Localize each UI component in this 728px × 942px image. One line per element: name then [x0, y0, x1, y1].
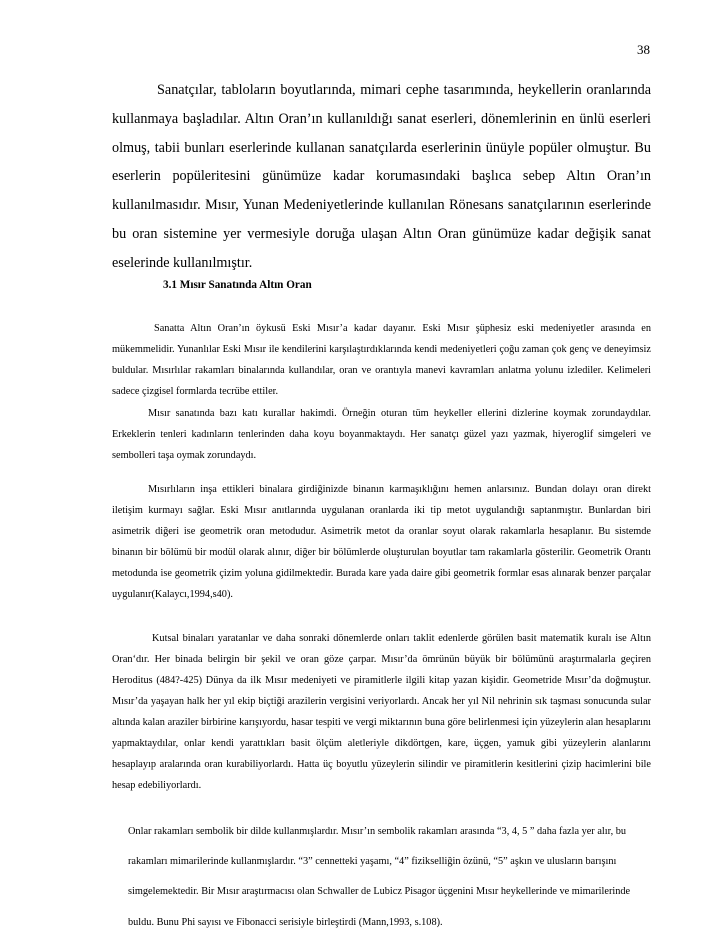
page-number: 38 [637, 42, 650, 57]
paragraph-symbolic-numbers: Onlar rakamları sembolik bir dilde kullanmışlardır. Mısır’ın sembolik rakamları arasında “3, 4, 5 ” daha fazla yer alır, bu rakamları mimarilerinde kullanmışlardır. “3” cennetteki yaşamı, “4” fizikselliğin özünü, “5” aşkın ve ulusların barışını simgelemektedir. Bir Mısır araştırmacısı olan Schwaller de Lubicz Pisagor üçgenini Mısır heykellerinde ve mimarilerinde buldu. Bunu Phi sayısı ve Fibonacci serisiyle birleştirdi (Mann,1993, s.108). [128, 826, 631, 928]
intro-paragraph: Sanatçılar, tabloların boyutlarında, mimari cephe tasarımında, heykellerin oranlarında kullanmaya başladılar. Altın Oran’ın kullanıldığı sanat eserleri, dönemlerinin en ünlü eserleri olmuş, tabii bunları eserlerinde kullanan sanatçılarda eserlerinin ünüyle popüler olmuştur. Bu eserlerin popüleritesini günümüze kadar korumasındaki başlıca sebep Altın Oran’ın kullanılmasıdır. Mısır, Yunan Medeniyetlerinde kullanılan Rönesans sanatçılarının eserlerinde bu oran sistemine yer vermesiyle doruğa ulaşan Altın Oran günümüze kadar değişik sanat eselerinde kullanılmıştır. [112, 82, 651, 271]
paragraph-golden-ratio: Kutsal binaları yaratanlar ve daha sonraki dönemlerde onları taklit edenlerde görülen basit matematik kuralı ise Altın Oran‘dır. Her binada belirgin bir şekil ve oran göze çarpar. Mısır’da ömrünün büyük bir bölümünü araştırmalarla geçiren Heroditus (484?-425) Dünya da ilk Mısır medeniyeti ve piramitlerle ilgili kitap yazan kişidir. Geometride Mısır’da doğmuştur. Mısır’da yaşayan halk her yıl ekip biçtiği arazilerin vergisini veriyorlardı. Ancak her yıl Nil nehrinin sık taşması sonucunda sular altında kalan araziler birbirine karışıyordu, hasar tespiti ve vergi miktarının buna göre belirlenmesi için yüzeylerin alan hesaplarını yapmaktaydılar, onlar kendi yarattıkları basit ölçüm aletleriyle dikdörtgen, kare, üçgen, yamuk gibi yüzeylerin alanlarını hesaplayıp aralarında oran kurabiliyorlardı. Hatta üç boyutlu yüzeylerin silindir ve piramitlerin kesitlerini çizip hacimlerini bile hesap edebiliyorlardı. [112, 633, 651, 791]
paragraph-methods: Mısırlıların inşa ettikleri binalara girdiğinizde binanın karmaşıklığını hemen anlarsınız. Bundan dolayı oran direkt iletişim kurmayı sağlar. Eski Mısır anıtlarında uygulanan oranlarda iki tip metot uygulandığı saptanmıştır. Bunlardan biri asimetrik diğeri ise geometrik oran metodudur. Asimetrik metot da oranlar soyut olarak rakamlarla hesaplanır. Bu sistemde binanın bir bölümü bir modül olarak alınır, diğer bir bölümlerde oluşturulan boyutlar tam rakamlarla gösterilir. Geometrik Orantı metodunda ise geometrik çizim yoluna gidilmektedir. Burada kare yada daire gibi geometrik formlar esas alınarak benzer parçalar uygulanır(Kalaycı,1994,s40). [112, 484, 651, 600]
section-heading: 3.1 Mısır Sanatında Altın Oran [163, 279, 312, 291]
paragraph-rules: Mısır sanatında bazı katı kurallar hakimdi. Örneğin oturan tüm heykeller ellerini dizlerine koymak zorundaydılar. Erkeklerin tenleri kadınların tenlerinden daha koyu boyanmaktaydı. Her sanatçı güzel yazı yazmak, hiyeroglif simgeleri ve sembolleri taşa oymak zorundaydı. [112, 408, 651, 461]
paragraph-origin: Sanatta Altın Oran’ın öykusü Eski Mısır’a kadar dayanır. Eski Mısır şüphesiz eski medeniyetler arasında en mükemmelidir. Yunanlılar Eski Mısır ile kendilerini karşılaştırdıklarında kendi medeniyetleri çoğu zaman çok genç ve deneyimsiz buldular. Mısırlılar rakamları binalarında kullandılar, oran ve orantıyla manevi kavramları anlatma yolunu izlediler. Kelimeleri sadece çizgisel formlarda tecrübe ettiler. [112, 323, 651, 397]
